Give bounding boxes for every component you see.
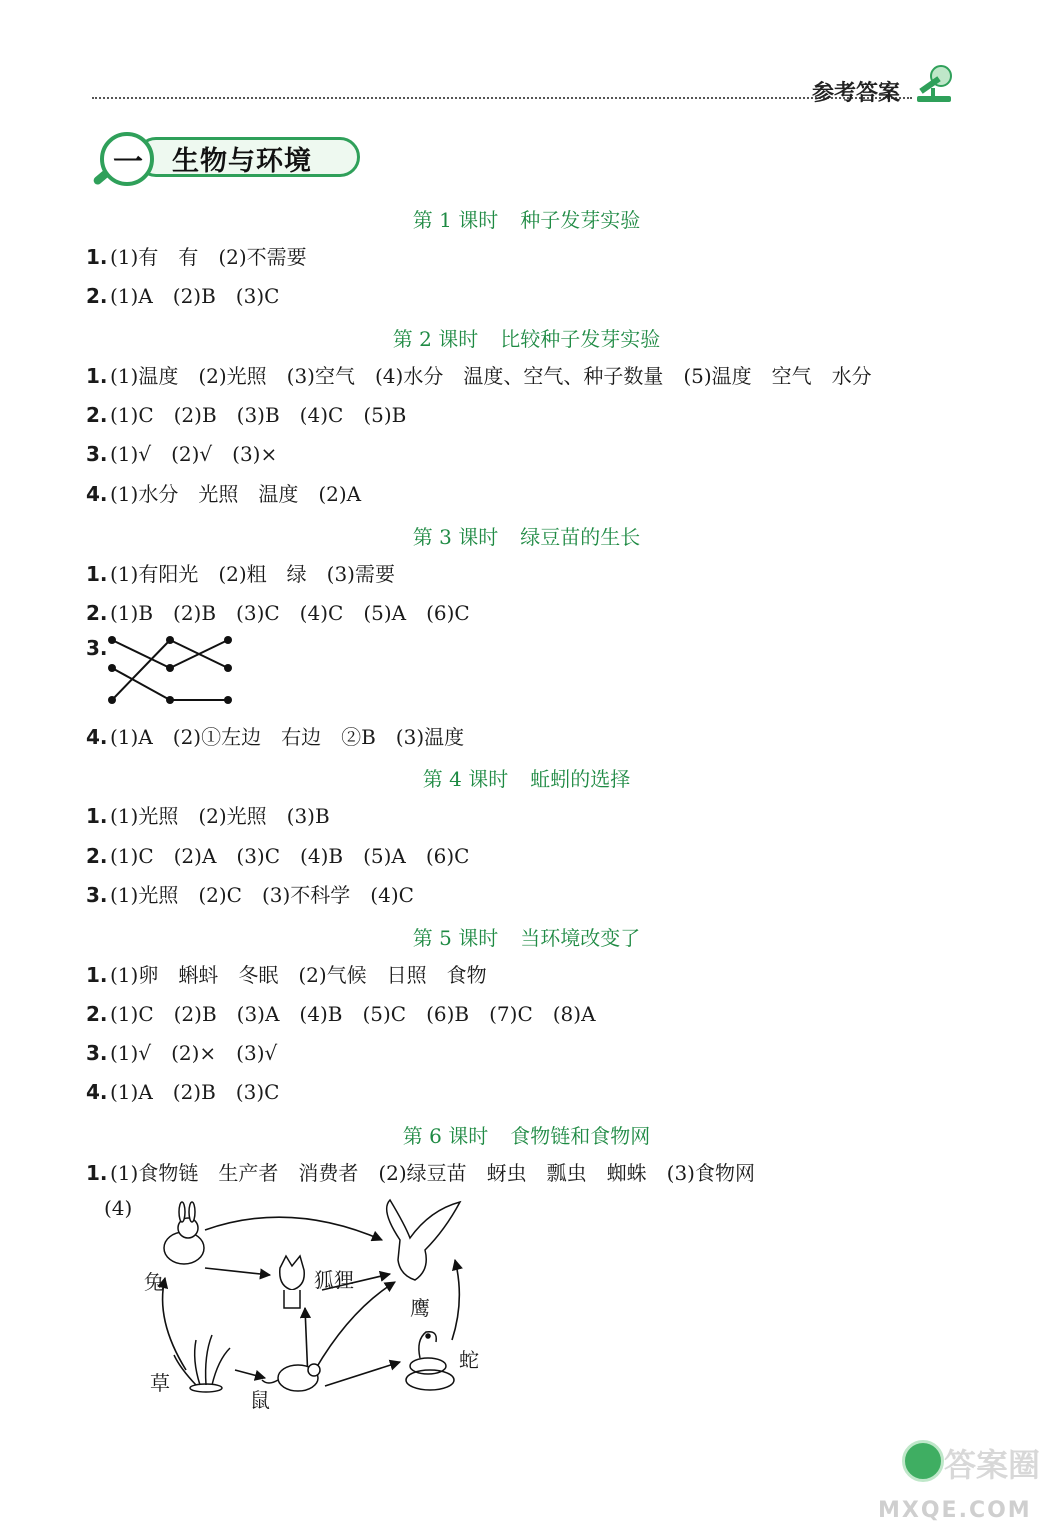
lesson-3-heading: 第 3 课时 绿豆苗的生长 [412, 525, 641, 549]
answer-item: 3. (1)√ (2)× (3)√ [86, 1041, 278, 1065]
matching-lines-diagram [100, 632, 240, 708]
lesson-1-heading: 第 1 课时 种子发芽实验 [412, 208, 641, 232]
unit-number: 一 [113, 145, 143, 180]
answer-item: 3. (1)√ (2)√ (3)× [86, 442, 278, 466]
lesson-4-heading: 第 4 课时 蚯蚓的选择 [422, 767, 631, 791]
lesson-6-heading: 第 6 课时 食物链和食物网 [402, 1124, 651, 1148]
food-web-snake-label: 蛇 [459, 1348, 479, 1372]
lesson-2-heading: 第 2 课时 比较种子发芽实验 [392, 327, 661, 351]
food-web-fox-label: 狐狸 [314, 1268, 354, 1292]
answer-item: 1. (1)食物链 生产者 消费者 (2)绿豆苗 蚜虫 瓢虫 蜘蛛 (3)食物网 [86, 1161, 755, 1185]
answer-item: 4. (1)水分 光照 温度 (2)A [86, 482, 362, 506]
header-label: 参考答案 [812, 81, 901, 106]
answer-item: 1. (1)光照 (2)光照 (3)B [86, 804, 330, 828]
eagle-icon [387, 1200, 460, 1280]
answer-item: 2. (1)A (2)B (3)C [86, 284, 280, 308]
snake-icon [406, 1332, 454, 1390]
answer-item: 2. (1)C (2)A (3)C (4)B (5)A (6)C [86, 844, 470, 868]
watermark-logo: 答案圈 [944, 1446, 1041, 1484]
answer-item: 1. (1)卵 蝌蚪 冬眠 (2)气候 日照 食物 [86, 963, 487, 987]
answer-item: 3. [86, 636, 108, 660]
fox-icon [280, 1256, 305, 1308]
answer-item: 2. (1)B (2)B (3)C (4)C (5)A (6)C [86, 601, 470, 625]
food-web-part-label: (4) [104, 1196, 133, 1220]
food-web-mouse-label: 鼠 [250, 1388, 270, 1412]
food-web-eagle-label: 鹰 [410, 1296, 430, 1320]
food-web-grass-label: 草 [150, 1371, 170, 1395]
microscope-icon [913, 62, 957, 110]
lesson-5-heading: 第 5 课时 当环境改变了 [412, 926, 641, 950]
answer-item: 2. (1)C (2)B (3)A (4)B (5)C (6)B (7)C (8)A [86, 1002, 596, 1026]
answer-item: 1. (1)温度 (2)光照 (3)空气 (4)水分 温度、空气、种子数量 (5)温度 空气 水分 [86, 364, 872, 388]
unit-title: 生物与环境 [172, 146, 312, 177]
answer-item: 3. (1)光照 (2)C (3)不科学 (4)C [86, 883, 414, 907]
mouse-icon [262, 1364, 320, 1391]
answer-item: 4. (1)A (2)B (3)C [86, 1080, 280, 1104]
answer-item: 2. (1)C (2)B (3)B (4)C (5)B [86, 403, 407, 427]
rabbit-icon [164, 1202, 204, 1264]
unit-banner [92, 132, 362, 184]
watermark-url: MXQE.COM [878, 1498, 1032, 1523]
food-web-rabbit-label: 兔 [144, 1270, 164, 1294]
answer-item: 1. (1)有 有 (2)不需要 [86, 245, 307, 269]
answer-item: 4. (1)A (2)①左边 右边 ②B (3)温度 [86, 725, 465, 749]
answer-item: 1. (1)有阳光 (2)粗 绿 (3)需要 [86, 562, 395, 586]
header-dotted-rule [92, 97, 912, 99]
page-number-badge [902, 1440, 944, 1482]
